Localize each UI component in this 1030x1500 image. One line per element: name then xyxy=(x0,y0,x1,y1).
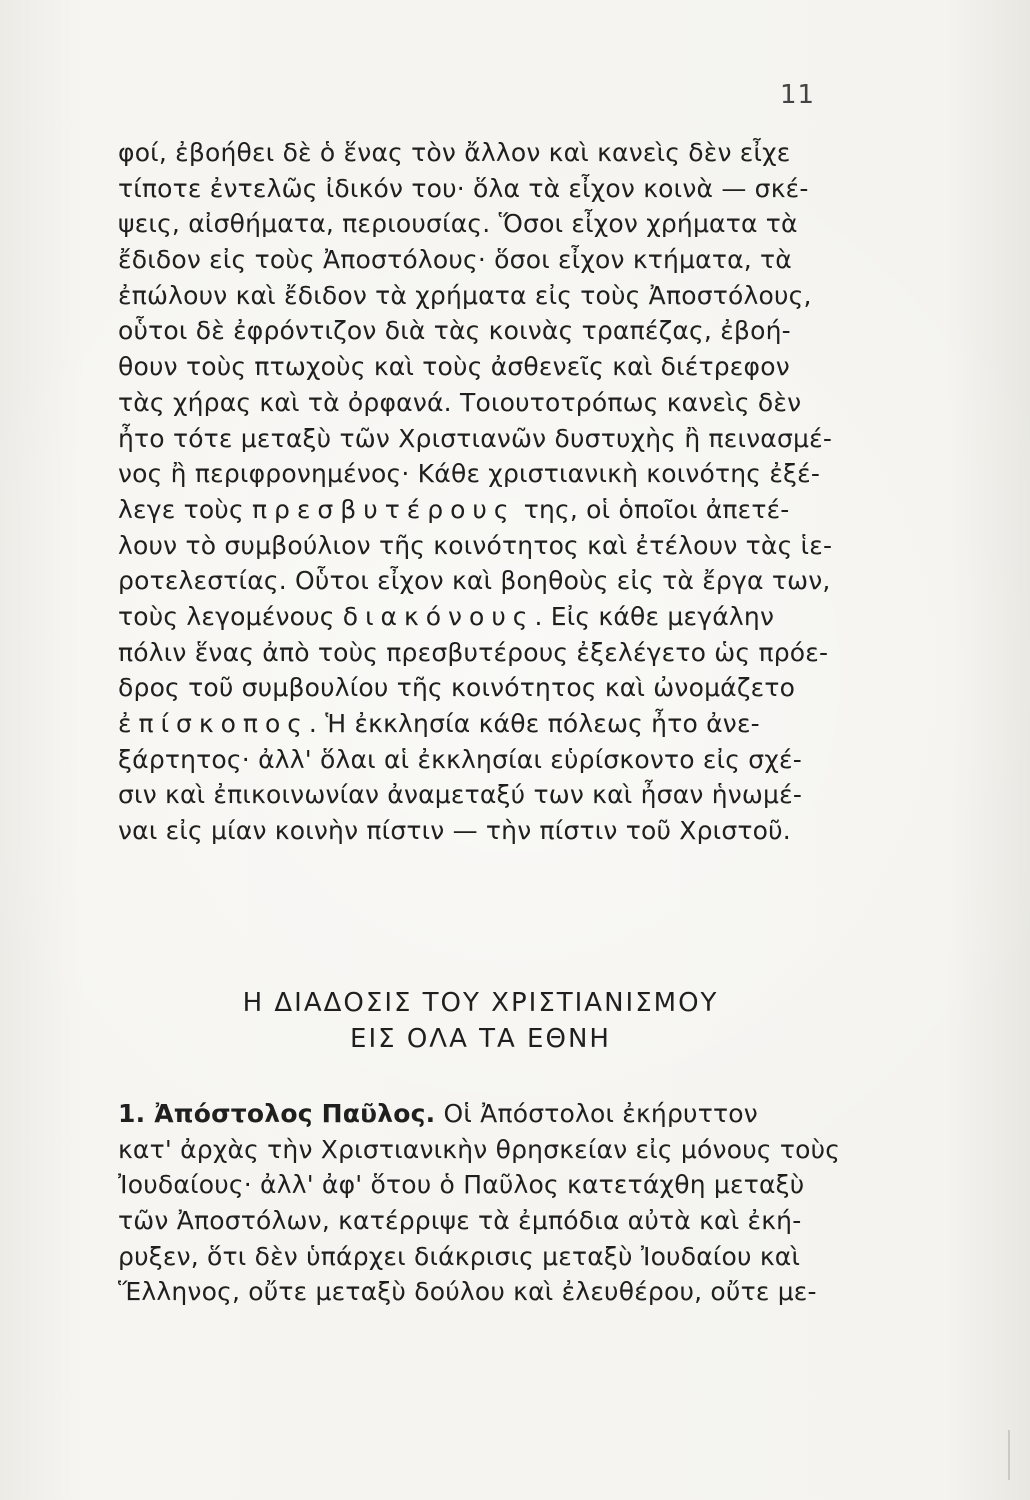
text-line: δρος τοῦ συμβουλίου τῆς κοινότητος καὶ ὠνομάζετο xyxy=(118,673,796,703)
text-line: ἦτο τότε μεταξὺ τῶν Χριστιανῶν δυστυχὴς ἢ πεινασμέ- xyxy=(118,423,833,453)
text-line xyxy=(118,706,843,742)
text-fragment: λεγε τοὺς xyxy=(118,494,252,524)
text-line xyxy=(118,599,843,635)
text-line: λουν τὸ συμβούλιον τῆς κοινότητος καὶ ἐτέλουν τὰς ἱε- xyxy=(118,530,833,560)
text-line: ναι εἰς μίαν κοινὴν πίστιν — τὴν πίστιν τοῦ Χριστοῦ. xyxy=(118,816,791,846)
text-fragment: της, οἱ ὁποῖοι ἀπετέ- xyxy=(515,494,790,524)
text-line: τὰς χήρας καὶ τὰ ὀρφανά. Τοιουτοτρόπως κανεὶς δὲν xyxy=(118,387,802,417)
chapter-heading xyxy=(118,985,843,1057)
page-scan-mark xyxy=(1008,1430,1010,1480)
text-line: ρυξεν, ὅτι δὲν ὑπάρχει διάκρισις μεταξὺ Ἰουδαίου καὶ xyxy=(118,1241,801,1271)
text-line: θουν τοὺς πτωχοὺς καὶ τοὺς ἀσθενεῖς καὶ διέτρεφον xyxy=(118,352,790,382)
chapter-heading-line-1: Η ΔΙΑΔΟΣΙΣ ΤΟΥ ΧΡΙΣΤΙΑΝΙΣΜΟΥ xyxy=(242,988,719,1018)
section-apostle-paul xyxy=(118,1096,843,1310)
text-line: τῶν Ἀποστόλων, κατέρριψε τὰ ἐμπόδια αὐτὰ καὶ ἐκή- xyxy=(118,1206,802,1236)
text-line: ξάρτητος· ἀλλ' ὅλαι αἱ ἐκκλησίαι εὑρίσκοντο εἰς σχέ- xyxy=(118,744,802,774)
section-title: 1. Ἀπόστολος Παῦλος. xyxy=(118,1099,436,1128)
text-line: ροτελεστίας. Οὗτοι εἶχον καὶ βοηθοὺς εἰς τὰ ἔργα των, xyxy=(118,566,831,596)
text-fragment: . Εἰς κάθε μεγάλην xyxy=(534,601,775,631)
text-line: Ἕλληνος, οὔτε μεταξὺ δούλου καὶ ἐλευθέρου, οὔτε με- xyxy=(118,1277,817,1307)
text-fragment: τοὺς λεγομένους xyxy=(118,601,343,631)
text-line: νος ἢ περιφρονημένος· Κάθε χριστιανικὴ κοινότης ἐξέ- xyxy=(118,459,821,489)
body-paragraph xyxy=(118,135,843,849)
text-line: τίποτε ἐντελῶς ἰδικόν του· ὅλα τὰ εἶχον κοινὰ — σκέ- xyxy=(118,173,809,203)
text-fragment: . Ἡ ἐκκλησία κάθε πόλεως ἦτο ἀνε- xyxy=(308,709,760,738)
chapter-heading-line-2: ΕΙΣ ΟΛΑ ΤΑ ΕΘΝΗ xyxy=(350,1024,611,1054)
text-fragment: Οἱ Ἀπόστολοι ἐκήρυττον xyxy=(435,1099,758,1128)
text-line: ψεις, αἰσθήματα, περιουσίας. Ὅσοι εἶχον χρήματα τὰ xyxy=(118,209,798,239)
text-line: σιν καὶ ἐπικοινωνίαν ἀναμεταξύ των καὶ ἦσαν ἡνωμέ- xyxy=(118,780,803,810)
text-line: πόλιν ἕνας ἀπὸ τοὺς πρεσβυτέρους ἐξελέγετο ὡς πρόε- xyxy=(118,637,829,667)
spaced-term-episkopos: ἐπίσκοπος xyxy=(118,709,309,738)
section-first-line xyxy=(118,1096,843,1132)
text-line: ἔδιδον εἰς τοὺς Ἀποστόλους· ὅσοι εἶχον κτήματα, τὰ xyxy=(118,245,792,275)
text-line: οὗτοι δὲ ἐφρόντιζον διὰ τὰς κοινὰς τραπέζας, ἐβοή- xyxy=(118,316,791,346)
spaced-term-diakonous: διακόνους xyxy=(342,601,535,631)
text-line: φοί, ἐβοήθει δὲ ὁ ἕνας τὸν ἄλλον καὶ κανεὶς δὲν εἶχε xyxy=(118,138,791,167)
text-line: ἐπώλουν καὶ ἔδιδον τὰ χρήματα εἰς τοὺς Ἀποστόλους, xyxy=(118,280,812,310)
text-line: κατ' ἀρχὰς τὴν Χριστιανικὴν θρησκείαν εἰς μόνους τοὺς xyxy=(118,1134,841,1164)
page-number: 11 xyxy=(780,80,816,110)
text-line: Ἰουδαίους· ἀλλ' ἀφ' ὅτου ὁ Παῦλος κατετάχθη μεταξὺ xyxy=(118,1170,805,1200)
text-line xyxy=(118,492,843,528)
spaced-term-presbyterous: πρεσβυτέρους xyxy=(252,494,516,524)
